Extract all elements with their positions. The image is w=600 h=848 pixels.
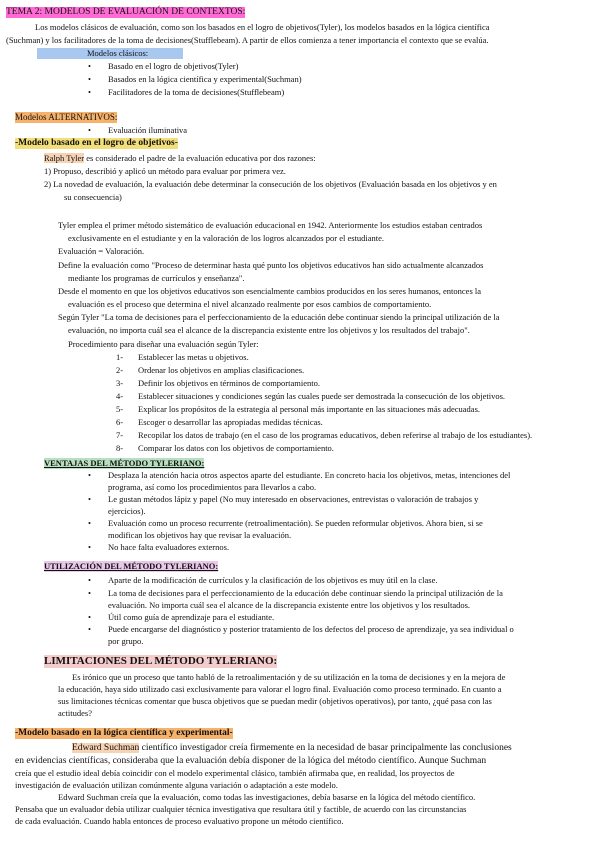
ventajas-line: programa, así como los procedimientos para llevarlos a cabo. <box>108 482 317 492</box>
suchman-line: investigación de evaluación utilizan comúnmente alguna variación o adaptación a este modelo. <box>15 780 338 790</box>
step-number: 3- <box>116 378 124 388</box>
step-number: 1- <box>116 352 124 362</box>
alt-heading: Modelos ALTERNATIVOS: <box>15 112 118 122</box>
ventajas-line: No hace falta evaluadores externos. <box>108 542 230 552</box>
bullet-icon: • <box>88 87 91 97</box>
bullet-icon: • <box>88 575 91 585</box>
intro-line: (Suchman) y los facilitadores de la toma de decisiones(Stufflebeam). A partir de ellos comienza a tener importancia el contexto que se evalúa. <box>6 35 489 45</box>
limitaciones-line: Es irónico que un proceso que tanto habló de la retroalimentación y de su utilización en la toma de decisiones y en la mejora de <box>72 672 506 682</box>
bullet-icon: • <box>88 74 91 84</box>
step-text: Escoger o desarrollar las apropiadas medidas técnicas. <box>138 417 323 427</box>
tyler-heading: -Modelo basado en el logro de objetivos- <box>15 138 178 148</box>
step-text: Establecer situaciones y condiciones según las cuales puede ser demostrada la consecución de los objetivos. <box>138 391 506 401</box>
limitaciones-heading: LIMITACIONES DEL MÉTODO TYLERIANO: <box>44 655 278 667</box>
limitaciones-line: sus limitaciones técnicas comentar que busca objetivos que se puedan medir (objetivos operativos), por tanto, ¿qué pasa con las <box>58 696 492 706</box>
utilizacion-line: Aparte de la modificación de currículos y la clasificación de los objetivos es muy útil en la clase. <box>108 575 438 585</box>
procedure-heading: Procedimiento para diseñar una evaluación según Tyler: <box>68 339 259 349</box>
suchman-line: en evidencias científicas, consideraba que la evaluación debía disponer de la lógica del método científico. Aunque Suchman <box>15 756 487 766</box>
bullet-icon: • <box>88 494 91 504</box>
bullet-icon: • <box>88 624 91 634</box>
limitaciones-line: actitudes? <box>58 708 92 718</box>
ventajas-line: ejercicios). <box>108 506 146 516</box>
ventajas-line: Desplaza la atención hacia otros aspectos aparte del estudiante. En concreto hacia los objetivos, metas, intenciones del <box>108 470 511 480</box>
tyler-body-line: Desde el momento en que los objetivos educativos son esencialmente cambios producidos en los seres humanos, entonces la <box>58 286 482 296</box>
step-number: 7- <box>116 430 124 440</box>
step-text: Establecer las metas u objetivos. <box>138 352 249 362</box>
utilizacion-line: Útil como guía de aprendizaje para el estudiante. <box>108 612 275 622</box>
step-number: 4- <box>116 391 124 401</box>
utilizacion-line: evaluación. No importa cuál sea el alcance de la discrepancia existente entre los objetivos y los resultados. <box>108 600 471 610</box>
bullet-icon: • <box>88 125 91 135</box>
step-number: 6- <box>116 417 124 427</box>
tyler-reason: 1) Propuso, describió y aplicó un método para evaluar por primera vez. <box>44 166 286 176</box>
tyler-body-line: exclusivamente en el estudiante y en la valoración de los logros alcanzados por el estudiante. <box>68 233 385 243</box>
tyler-body-line: Evaluación = Valoración. <box>58 246 145 256</box>
utilizacion-line: La toma de decisiones para el perfeccionamiento de la educación debe continuar siendo la principal utilización de la <box>108 588 503 598</box>
bullet-icon: • <box>88 588 91 598</box>
bullet-icon: • <box>88 542 91 552</box>
step-number: 8- <box>116 443 124 453</box>
bullet-icon: • <box>88 61 91 71</box>
ventajas-line: Le gustan métodos lápiz y papel (No muy interesado en observaciones, entrevistas o valoración de trabajos y <box>108 494 479 504</box>
tyler-reason: 2) La novedad de evaluación, la evaluación debe determinar la consecución de los objetivos (Evaluación basada en los objetivos y en <box>44 179 497 189</box>
step-text: Comparar los datos con los objetivos de comportamiento. <box>138 443 334 453</box>
step-text: Ordenar los objetivos en amplias clasificaciones. <box>138 365 305 375</box>
classic-item: Basados en la lógica científica y experimental(Suchman) <box>108 74 302 84</box>
step-text: Recopilar los datos de trabajo (en el caso de los programas educativos, deben referirse al trabajo de los estudiantes). <box>138 430 533 440</box>
utilizacion-line: por grupo. <box>108 636 144 646</box>
alt-item: Evaluación iluminativa <box>108 125 188 135</box>
suchman-heading: -Modelo basado en la lógica científica y experimental- <box>15 728 233 738</box>
tyler-body-line: mediante los programas de currículos y enseñanza". <box>68 273 245 283</box>
tyler-body-line: evaluación, no importa cuál sea el alcance de la discrepancia existente entre los objetivos y los resultados del trabajo". <box>68 325 470 335</box>
utilizacion-heading: UTILIZACIÓN DEL MÉTODO TYLERIANO: <box>44 561 219 571</box>
intro-line: Los modelos clásicos de evaluación, como son los basados en el logro de objetivos(Tyler), los modelos basados en la lógica científica <box>35 22 490 32</box>
ventajas-line: Evaluación como un proceso recurrente (retroalimentación). Se pueden reformular objetivos. Ahora bien, si se <box>108 518 483 528</box>
classic-item: Facilitadores de la toma de decisiones(Stufflebeam) <box>108 87 285 97</box>
step-text: Explicar los propósitos de la estrategia al personal más importante en las situaciones más adecuadas. <box>138 404 481 414</box>
suchman-line: de cada evaluación. Cuando habla entonces de proceso evaluativo propone un método científico. <box>15 816 344 826</box>
tyler-body-line: Define la evaluación como "Proceso de determinar hasta qué punto los objetivos educativos han sido actualmente alcanzados <box>58 260 484 270</box>
suchman-line: creía que el estudio ideal debía coincidir con el modelo experimental clásico, también afirmaba que, en realidad, los proyectos de <box>15 768 455 778</box>
classic-heading: Modelos clásicos: <box>37 48 183 59</box>
classic-item: Basado en el logro de objetivos(Tyler) <box>108 61 239 71</box>
step-text: Definir los objetivos en términos de comportamiento. <box>138 378 321 388</box>
bullet-icon: • <box>88 470 91 480</box>
tyler-reason: su consecuencia) <box>64 192 122 202</box>
ventajas-heading: VENTAJAS DEL MÉTODO TYLERIANO: <box>44 458 205 468</box>
suchman-name: Edward Suchman <box>72 743 140 753</box>
tyler-body-line: Según Tyler "La toma de decisiones para el perfeccionamiento de la educación debe continuar siendo la principal utilización de la <box>58 312 500 322</box>
bullet-icon: • <box>88 612 91 622</box>
tyler-body-line: evaluación es el proceso que determina el nivel alcanzado realmente por esos cambios de comportamiento. <box>68 299 432 309</box>
suchman-intro-line: Edward Suchman científico investigador creía firmemente en la necesidad de basar principalmente las conclusiones <box>72 743 512 753</box>
bullet-icon: • <box>88 518 91 528</box>
step-number: 2- <box>116 365 124 375</box>
tyler-name: Ralph Tyler <box>44 153 85 163</box>
page-title: TEMA 2: MODELOS DE EVALUACIÓN DE CONTEXTOS: <box>6 7 246 17</box>
suchman-line: Edward Suchman creía que la evaluación, como todas las investigaciones, debía basarse en la lógica del método científico. <box>58 792 476 802</box>
ventajas-line: modifican los objetivos hay que revisar la evaluación. <box>108 530 292 540</box>
step-number: 5- <box>116 404 124 414</box>
utilizacion-line: Puede encargarse del diagnóstico y posterior tratamiento de los defectos del proceso de aprendizaje, ya sea individual o <box>108 624 514 634</box>
tyler-intro-line: Ralph Tyler es considerado el padre de la evaluación educativa por dos razones: <box>44 153 316 163</box>
limitaciones-line: la educación, haya sido utilizado casi exclusivamente para valorar el logro final. Evaluación como proceso terminado. En cuanto a <box>58 684 502 694</box>
suchman-line: Pensaba que un evaluador debía utilizar cualquier técnica investigativa que resultara útil y factible, de acuerdo con las circunstancias <box>15 804 467 814</box>
tyler-body-line: Tyler emplea el primer método sistemático de evaluación educacional en 1942. Anteriormente los estudios estaban centrados <box>58 220 483 230</box>
